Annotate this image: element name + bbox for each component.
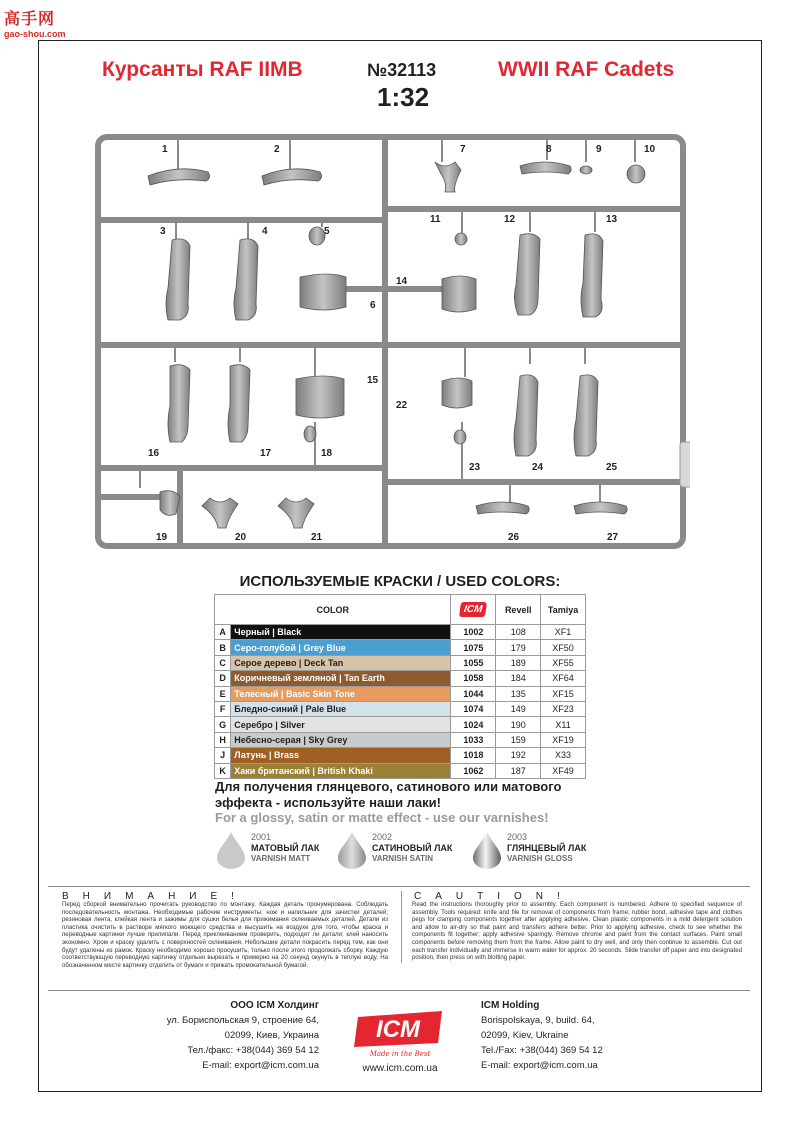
color-name: Серо-голубой | Grey Blue (231, 640, 451, 655)
color-letter: J (215, 748, 231, 763)
revell-code: 135 (496, 686, 541, 701)
col-revell: Revell (496, 595, 541, 625)
title-english: WWII RAF Cadets (498, 58, 675, 81)
address-ru (167, 998, 319, 1073)
caution-title-ru: ВНИМАНИЕ! (62, 891, 248, 902)
part-number: 27 (607, 532, 619, 543)
address-line1: ул. Бориспольская 9, строение 64, (166, 1015, 319, 1026)
part-number: 24 (532, 462, 544, 473)
revell-code: 184 (496, 671, 541, 686)
title-russian: Курсанты RAF IIМВ (102, 58, 303, 81)
varnish-name-en: VARNISH GLOSS (507, 854, 573, 863)
part-number: 8 (546, 144, 552, 155)
address-en (481, 998, 603, 1073)
part-number: 13 (606, 214, 618, 225)
color-row (215, 640, 586, 655)
col-icm (451, 595, 496, 625)
color-row (215, 748, 586, 763)
part-number: 6 (370, 300, 376, 311)
varnish-code: 2001 (251, 832, 272, 842)
icm-code: 1033 (451, 732, 496, 747)
revell-code: 192 (496, 748, 541, 763)
color-row (215, 763, 586, 778)
icm-code: 1002 (451, 625, 496, 640)
part-number: 19 (156, 532, 168, 543)
part-number: 4 (262, 226, 268, 237)
color-name: Небесно-серая | Sky Grey (231, 732, 451, 747)
table-header-row (215, 595, 586, 625)
revell-code: 108 (496, 625, 541, 640)
varnish-code: 2003 (507, 832, 528, 842)
icm-code: 1074 (451, 701, 496, 716)
varnish-satin (336, 830, 466, 870)
part-number: 26 (508, 532, 520, 543)
company-name-en: ICM Holding (481, 1000, 540, 1011)
icm-code: 1044 (451, 686, 496, 701)
tamiya-code: XF50 (541, 640, 586, 655)
colors-heading: ИСПОЛЬЗУЕМЫЕ КРАСКИ / USED COLORS: (239, 573, 561, 590)
email[interactable]: E-mail: export@icm.com.ua (481, 1060, 598, 1071)
color-row (215, 701, 586, 716)
varnish-gloss (471, 830, 601, 870)
color-letter: E (215, 686, 231, 701)
caution-text-en: Read the instructions thoroughly prior to assembly. Each component is numbered. Adhere to specified sequence of assembly. Tools required: knife and file for removal of components from frame; rubber bond, adhesive tape and clothes pegs for clamping components together after applying adhesive. Clean plastic components in a mild detergent solution and allow to air-dry so that paint and transfers adhere better. Prior to applying adhesive, check to see whether the components fit together; apply adhesive sparingly. Remove chrome and paint from the contact surfaces. Paint small components before removing them from the frame. Allow paint to dry well, and only then continue to assemble. Cut out each transfer individually and immerse in warm water for approx. 20 seconds. Slide transfer off paper and into designated position, then press on with blotting paper. (412, 901, 742, 962)
color-row (215, 717, 586, 732)
tamiya-code: X33 (541, 748, 586, 763)
tamiya-code: XF64 (541, 671, 586, 686)
part-number: 18 (321, 448, 333, 459)
tamiya-code: X11 (541, 717, 586, 732)
caution-text-ru: Перед сборкой внимательно прочитать руководство по монтажу. Каждая деталь пронумерована. Соблюдать последовательность монтажа. Необходимые рабочие инструменты: нож и напильник для зачистки деталей; резиновая лента, клейкая лента и зажимы для сушки белья для прижимания склеиваемых деталей. Детали из пластика очистить в растворе мягкого моющего средства и высушить на воздухе для того, чтобы краска и переводные картинки лучше прилипали. Перед приклеиванием проверить, подходят ли детали; клей наносить экономно. Хром и краску удалить с поверхностей склеивания. Небольшие детали покрасить перед тем, как они будут удалены из рамок. Краску необходимо хорошо просушить, только после этого продолжать сборку. Каждую соответствующую переводную картинку отдельно вырезать и примерно на 20 секунд окунуть в теплую воду. На обозначенном месте картинку отделить от бумаги и прижать промокательной бумагой. (62, 901, 388, 969)
tamiya-code: XF15 (541, 686, 586, 701)
icm-code: 1058 (451, 671, 496, 686)
color-name: Серое дерево | Deck Tan (231, 655, 451, 670)
tamiya-code: XF23 (541, 701, 586, 716)
color-name: Серебро | Silver (231, 717, 451, 732)
part-number: 2 (274, 144, 280, 155)
varnish-name-ru: ГЛЯНЦЕВЫЙ ЛАК (507, 843, 587, 853)
drop-icon (471, 830, 503, 870)
email[interactable]: E-mail: export@icm.com.ua (202, 1060, 319, 1071)
phone: Тел./факс: +38(044) 369 54 12 (187, 1045, 319, 1056)
col-color: COLOR (215, 595, 451, 625)
part-number: 20 (235, 532, 247, 543)
color-letter: G (215, 717, 231, 732)
caution-title-en: CAUTION! (414, 891, 574, 902)
logo-text: ICM (376, 1016, 420, 1043)
varnish-name-en: VARNISH MATT (251, 854, 311, 863)
address-line2: 02099, Kiev, Ukraine (481, 1030, 569, 1041)
color-letter: C (215, 655, 231, 670)
part-number: 17 (260, 448, 272, 459)
col-tamiya: Tamiya (541, 595, 586, 625)
varnish-text-en: For a glossy, satin or matte effect - use our varnishes! (215, 810, 549, 825)
color-name: Бледно-синий | Pale Blue (231, 701, 451, 716)
icm-code: 1075 (451, 640, 496, 655)
varnish-text-ru-line1: Для получения глянцевого, сатинового или матового (215, 779, 562, 794)
color-name: Телесный | Basic Skin Tone (231, 686, 451, 701)
part-number: 22 (396, 400, 408, 411)
revell-code: 179 (496, 640, 541, 655)
colors-table (214, 594, 586, 779)
varnish-name-en: VARNISH SATIN (372, 854, 434, 863)
color-row (215, 732, 586, 747)
revell-code: 187 (496, 763, 541, 778)
tamiya-code: XF19 (541, 732, 586, 747)
color-row (215, 686, 586, 701)
icm-logo (350, 1003, 450, 1058)
color-row (215, 625, 586, 640)
revell-code: 149 (496, 701, 541, 716)
caution-divider (401, 891, 402, 963)
color-letter: F (215, 701, 231, 716)
revell-code: 189 (496, 655, 541, 670)
color-row (215, 655, 586, 670)
revell-code: 190 (496, 717, 541, 732)
color-name: Черный | Black (231, 625, 451, 640)
color-letter: D (215, 671, 231, 686)
color-name: Хаки британский | British Khaki (231, 763, 451, 778)
watermark-site: gao-shou.com (4, 29, 66, 39)
drop-icon (215, 830, 247, 870)
color-name: Латунь | Brass (231, 748, 451, 763)
part-number: 11 (430, 214, 441, 225)
color-letter: B (215, 640, 231, 655)
varnish-name-ru: МАТОВЫЙ ЛАК (251, 843, 320, 853)
color-letter: K (215, 763, 231, 778)
part-number: 25 (606, 462, 618, 473)
part-number: 21 (311, 532, 323, 543)
sprue-diagram (90, 132, 690, 552)
part-number: 12 (504, 214, 516, 225)
tamiya-code: XF55 (541, 655, 586, 670)
icm-code: 1055 (451, 655, 496, 670)
icm-mini-logo: ICM (459, 602, 487, 617)
varnish-text-ru-line2: эффекта - используйте наши лаки! (215, 795, 441, 810)
part-number: 9 (596, 144, 602, 155)
address-line2: 02099, Киев, Украина (224, 1030, 319, 1041)
part-number: 14 (396, 276, 408, 287)
kit-scale: 1:32 (377, 82, 430, 112)
watermark-title: 高手网 (4, 9, 56, 28)
phone: Tel./Fax: +38(044) 369 54 12 (481, 1045, 603, 1056)
part-number: 7 (460, 144, 466, 155)
drop-icon (336, 830, 368, 870)
part-number: 10 (644, 144, 656, 155)
varnish-matt (215, 830, 345, 870)
part-number: 1 (162, 144, 168, 155)
icm-code: 1018 (451, 748, 496, 763)
logo-slogan: Made in the Best (369, 1050, 431, 1058)
varnish-name-ru: САТИНОВЫЙ ЛАК (372, 843, 453, 853)
divider (48, 886, 750, 887)
company-name-ru: ООО ICM Холдинг (230, 1000, 319, 1011)
divider (48, 990, 750, 991)
varnish-text-ru (215, 779, 561, 811)
revell-code: 159 (496, 732, 541, 747)
color-letter: H (215, 732, 231, 747)
website-link[interactable]: www.icm.com.ua (362, 1063, 438, 1074)
color-row (215, 671, 586, 686)
watermark-logo (4, 6, 74, 39)
tamiya-code: XF49 (541, 763, 586, 778)
part-number: 3 (160, 226, 166, 237)
color-name: Коричневый земляной | Tan Earth (231, 671, 451, 686)
color-letter: A (215, 625, 231, 640)
kit-number: №32113 (367, 60, 437, 80)
part-number: 16 (148, 448, 160, 459)
tamiya-code: XF1 (541, 625, 586, 640)
address-line1: Borispolskaya, 9, build. 64, (481, 1015, 595, 1026)
part-number: 15 (367, 375, 379, 386)
icm-code: 1062 (451, 763, 496, 778)
varnish-code: 2002 (372, 832, 393, 842)
icm-code: 1024 (451, 717, 496, 732)
part-number: 5 (324, 226, 330, 237)
part-number: 23 (469, 462, 481, 473)
